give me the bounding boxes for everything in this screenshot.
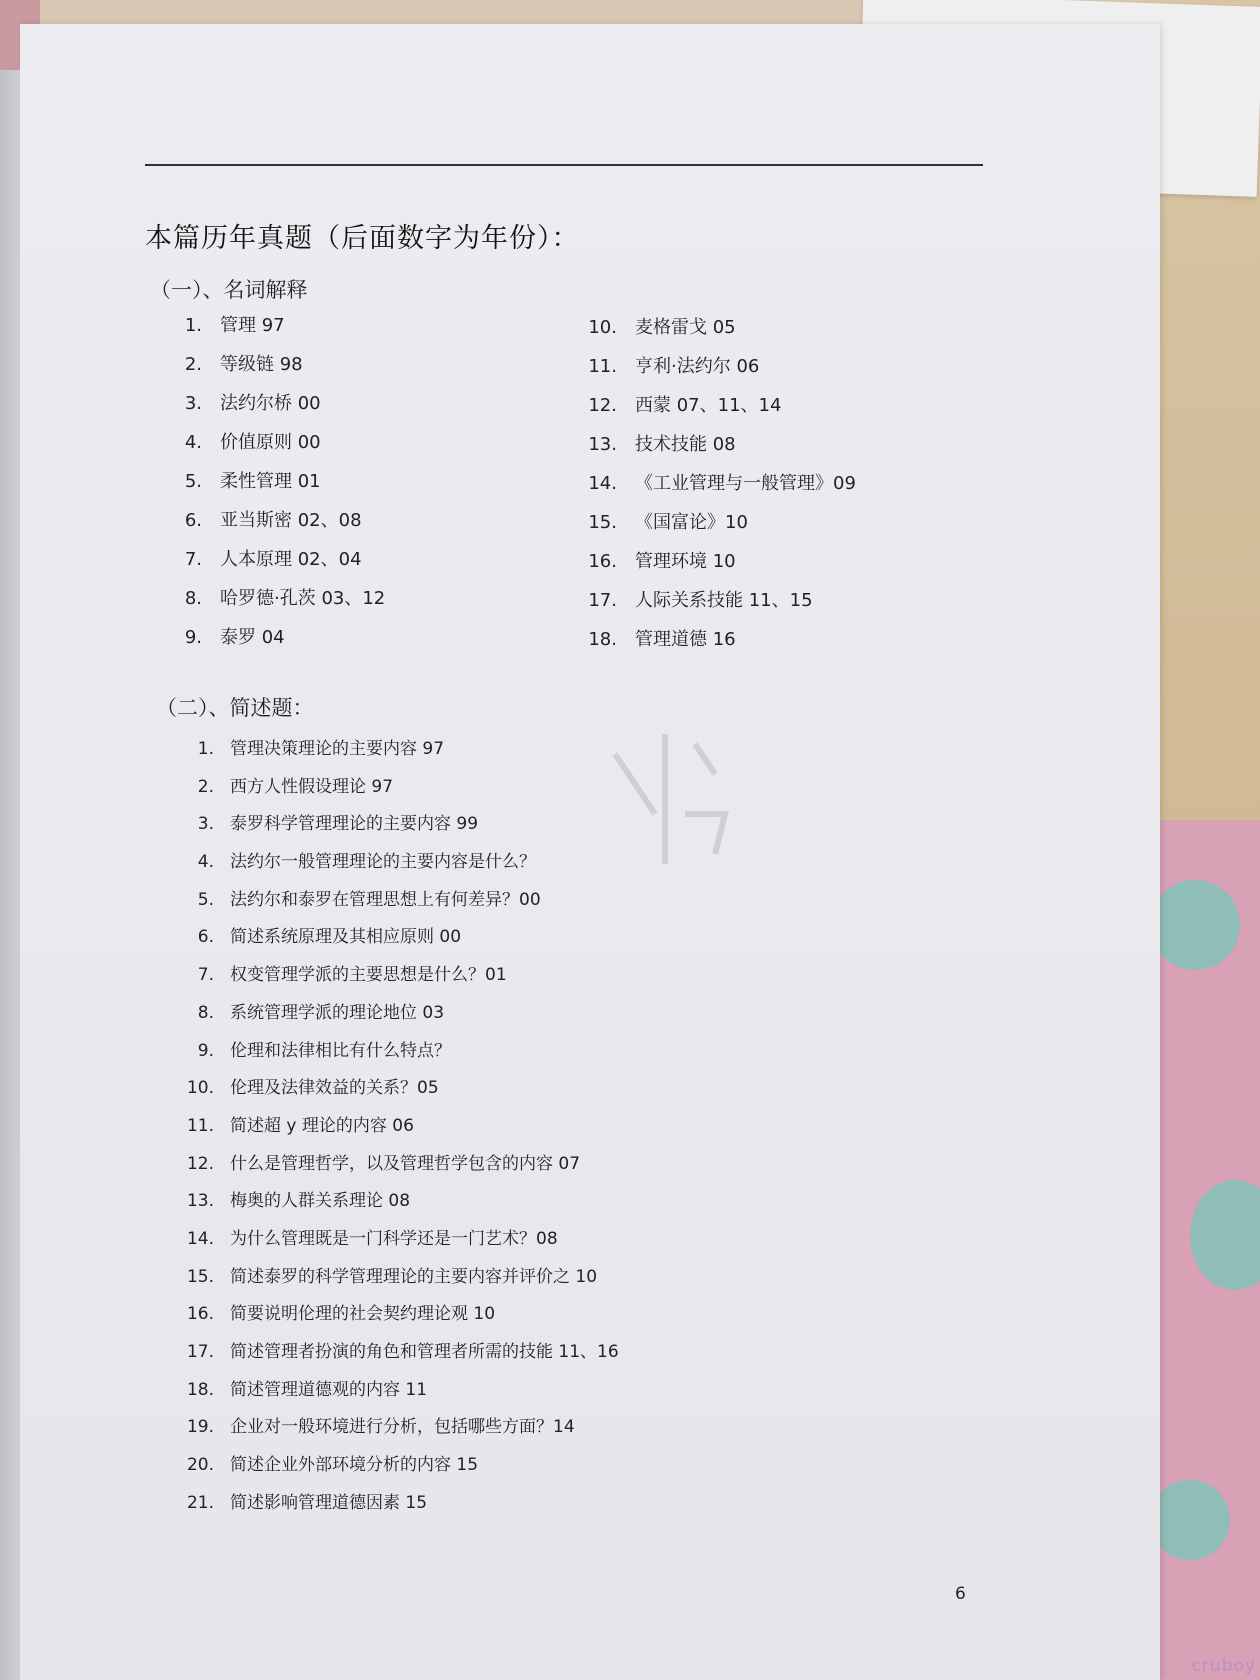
- list-item: [176, 1221, 619, 1259]
- section1-heading: （一）、名词解释: [150, 278, 308, 302]
- item-number: 13.: [588, 434, 617, 455]
- item-number: 3.: [184, 393, 202, 414]
- item-number: 7.: [197, 965, 214, 986]
- item-text: 简述影响管理道德因素 15: [230, 1492, 428, 1513]
- item-number: 4.: [197, 852, 214, 873]
- item-text: 哈罗德·孔茨 03、12: [220, 588, 386, 609]
- item-number: 12.: [588, 395, 617, 416]
- item-number: 8.: [197, 1002, 214, 1023]
- list-item: [160, 501, 385, 540]
- item-number: 1.: [184, 315, 202, 336]
- list-item: [176, 1033, 619, 1071]
- item-text: 简述系统原理及其相应原则 00: [230, 927, 462, 948]
- list-item: [176, 919, 619, 957]
- page-title: 本篇历年真题（后面数字为年份）：: [145, 223, 580, 254]
- item-text: 管理道德 16: [635, 629, 736, 650]
- list-item: [176, 882, 619, 920]
- list-item: [176, 957, 619, 995]
- item-text: 伦理和法律相比有什么特点？: [230, 1040, 451, 1061]
- item-text: 麦格雷戈 05: [635, 317, 736, 338]
- item-number: 10.: [588, 317, 617, 338]
- item-number: 17.: [186, 1342, 214, 1362]
- list-item: [176, 1296, 619, 1334]
- list-item: [575, 620, 856, 659]
- list-item: [575, 425, 856, 464]
- item-text: 简述管理者扮演的角色和管理者所需的技能 11、16: [230, 1342, 619, 1362]
- item-number: 8.: [184, 588, 202, 609]
- list-item: [176, 1259, 619, 1297]
- item-number: 5.: [197, 889, 214, 910]
- item-number: 11.: [186, 1115, 214, 1136]
- list-item: [575, 386, 856, 425]
- item-number: 4.: [184, 432, 202, 453]
- item-number: 10.: [186, 1078, 214, 1099]
- item-text: 什么是管理哲学，以及管理哲学包含的内容 07: [230, 1153, 581, 1174]
- item-number: 15.: [186, 1266, 214, 1287]
- item-number: 18.: [186, 1379, 214, 1400]
- item-text: 西蒙 07、11、14: [635, 395, 782, 416]
- list-item: [176, 1146, 619, 1184]
- item-text: 技术技能 08: [635, 434, 736, 455]
- list-item: [160, 384, 385, 423]
- item-text: 为什么管理既是一门科学还是一门艺术？08: [230, 1228, 558, 1249]
- item-text: 系统管理学派的理论地位 03: [230, 1002, 445, 1023]
- item-number: 9.: [197, 1040, 214, 1061]
- item-text: 伦理及法律效益的关系？05: [230, 1078, 439, 1099]
- item-text: 企业对一般环境进行分析，包括哪些方面？14: [230, 1417, 575, 1438]
- list-item: [575, 503, 856, 542]
- list-item: [176, 1108, 619, 1146]
- item-text: 人本原理 02、04: [220, 549, 362, 570]
- item-number: 11.: [588, 356, 617, 377]
- item-number: 6.: [184, 510, 202, 531]
- item-number: 1.: [197, 739, 214, 759]
- item-number: 20.: [186, 1455, 214, 1476]
- list-item: [176, 995, 619, 1033]
- item-text: 西方人性假设理论 97: [230, 776, 394, 797]
- background-dot: [1150, 1480, 1230, 1560]
- list-item: [160, 618, 385, 657]
- item-text: 泰罗 04: [220, 627, 285, 648]
- document-page: [20, 24, 1160, 1680]
- item-text: 价值原则 00: [220, 432, 321, 453]
- list-item: [160, 579, 385, 618]
- watermark-text: cruboy: [1191, 1656, 1256, 1676]
- item-text: 简要说明伦理的社会契约理论观 10: [230, 1304, 496, 1325]
- item-number: 21.: [186, 1492, 214, 1513]
- item-number: 16.: [588, 551, 617, 572]
- item-number: 5.: [184, 471, 202, 492]
- item-text: 亚当斯密 02、08: [220, 510, 362, 531]
- item-number: 6.: [197, 927, 214, 948]
- term-list-right: [575, 308, 856, 659]
- list-item: [575, 308, 856, 347]
- document-page-content: [20, 24, 1160, 1680]
- item-text: 亨利·法约尔 06: [635, 356, 760, 377]
- item-number: 16.: [186, 1304, 214, 1325]
- list-item: [176, 1070, 619, 1108]
- item-number: 2.: [197, 776, 214, 797]
- item-number: 9.: [184, 627, 202, 648]
- list-item: [176, 1334, 619, 1372]
- page-number: 6: [955, 1584, 966, 1604]
- list-item: [575, 581, 856, 620]
- list-item: [176, 1183, 619, 1221]
- background-dot: [1150, 880, 1240, 970]
- list-item: [176, 1485, 619, 1523]
- item-number: 2.: [184, 354, 202, 375]
- list-item: [176, 731, 619, 769]
- list-item: [160, 540, 385, 579]
- item-text: 等级链 98: [220, 354, 303, 375]
- item-text: 《工业管理与一般管理》09: [635, 473, 856, 494]
- list-item: [575, 347, 856, 386]
- item-text: 简述超 y 理论的内容 06: [230, 1115, 414, 1136]
- item-text: 法约尔一般管理理论的主要内容是什么？: [230, 852, 536, 873]
- header-rule: [145, 164, 983, 166]
- item-text: 《国富论》10: [635, 512, 748, 533]
- list-item: [575, 542, 856, 581]
- item-number: 13.: [186, 1191, 214, 1212]
- list-item: [176, 1447, 619, 1485]
- item-text: 人际关系技能 11、15: [635, 590, 813, 611]
- list-item: [176, 769, 619, 807]
- item-number: 3.: [197, 814, 214, 835]
- list-item: [160, 423, 385, 462]
- list-item: [176, 844, 619, 882]
- list-item: [176, 806, 619, 844]
- item-text: 泰罗科学管理理论的主要内容 99: [230, 814, 479, 835]
- item-number: 17.: [588, 590, 617, 611]
- item-text: 简述企业外部环境分析的内容 15: [230, 1455, 479, 1476]
- question-list: [176, 731, 619, 1522]
- item-text: 梅奥的人群关系理论 08: [230, 1191, 411, 1212]
- item-text: 简述管理道德观的内容 11: [230, 1379, 428, 1400]
- item-text: 管理决策理论的主要内容 97: [230, 739, 445, 759]
- list-item: [176, 1372, 619, 1410]
- list-item: [176, 1409, 619, 1447]
- list-item: [160, 306, 385, 345]
- item-text: 简述泰罗的科学管理理论的主要内容并评价之 10: [230, 1266, 598, 1287]
- item-number: 14.: [186, 1228, 214, 1249]
- item-number: 12.: [186, 1153, 214, 1174]
- item-text: 管理环境 10: [635, 551, 736, 572]
- list-item: [575, 464, 856, 503]
- section2-heading: （二）、简述题：: [156, 696, 314, 720]
- item-number: 19.: [186, 1417, 214, 1438]
- list-item: [160, 345, 385, 384]
- list-item: [160, 462, 385, 501]
- term-list-left: [160, 306, 385, 657]
- item-text: 法约尔桥 00: [220, 393, 321, 414]
- item-text: 法约尔和泰罗在管理思想上有何差异？00: [230, 889, 541, 910]
- item-number: 14.: [588, 473, 617, 494]
- item-number: 15.: [588, 512, 617, 533]
- faint-stamp-mark: [595, 714, 735, 874]
- item-text: 柔性管理 01: [220, 471, 321, 492]
- item-number: 18.: [588, 629, 617, 650]
- item-number: 7.: [184, 549, 202, 570]
- item-text: 管理 97: [220, 315, 285, 336]
- item-text: 权变管理学派的主要思想是什么？01: [230, 965, 507, 986]
